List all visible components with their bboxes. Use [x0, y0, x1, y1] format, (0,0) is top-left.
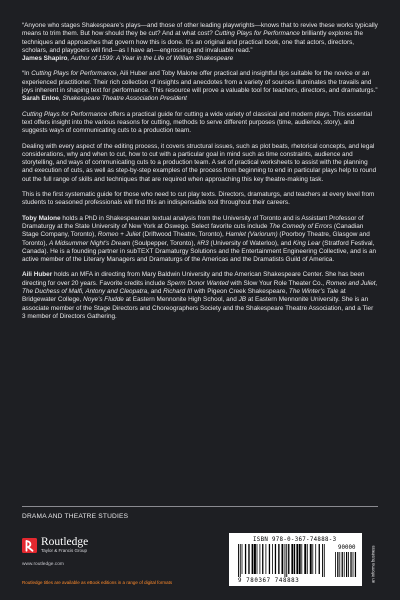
- informa-vertical-text: [369, 536, 377, 584]
- author-name: Aili Huber: [22, 271, 53, 279]
- publisher-website: www.routledge.com: [22, 562, 64, 567]
- isbn-text: ISBN 978-0-367-74888-3: [253, 537, 337, 543]
- description-paragraph: Cutting Plays for Performance offers a practical guide for cutting a wide variety of classical and modern plays. This essential text offers insight into the various reasons for cutting, methods to serve different purposes (time, audience, story), and suggests ways of communicating cuts to a production team.: [22, 110, 373, 135]
- divider: [22, 506, 378, 507]
- blurb-shapiro: [22, 22, 378, 63]
- author-bio-huber: [22, 271, 378, 321]
- ean-barcode: [234, 544, 334, 577]
- author-bio-malone: [22, 215, 378, 265]
- ebook-note: Routledge titles are available as eBook editions in a range of digital formats: [22, 580, 173, 585]
- blurb-attribution: [22, 95, 187, 102]
- price-code: 90000: [338, 545, 356, 551]
- subject-category: DRAMA AND THEATRE STUDIES: [22, 513, 129, 520]
- blurb-quote: “Anyone who stages Shakespeare’s plays—and those of other leading playwrights—knows that to revive these works typically means to trim them. But how should they be cut? And at what cost? Cutting Plays for Performance brilliantly explores the techniques and approaches that govern how this is done. It’s an original and practical book, one that actors, directors, scholars, and playgoers will find—as I have an—engrossing and invaluable read.”: [22, 22, 378, 54]
- description-paragraph: Dealing with every aspect of the editing process, it covers structural issues, such as plot beats, rhetorical concepts, and legal considerations, why and when to cut, how to cut with a particular goal in mind such as time constraints, audience and storytelling, and ways of communicating cuts to a production team. A set of practical worksheets to assist with the planning and execution of cuts, as well as step-by-step examples of the process from beginning to end in particular plays help to round out the full range of skills and techniques that are required when approaching this key theatre-making task.: [22, 142, 377, 183]
- author-name: Toby Malone: [22, 214, 61, 222]
- blurb-role: , Author of 1599: A Year in the Life of William Shakespeare: [67, 55, 234, 63]
- price-addon-barcode: [334, 552, 358, 577]
- author-bio-text: holds a PhD in Shakespearean textual analysis from the University of Toronto and is Assistant Professor of Dramaturgy at the State University of New York at Oswego. Select favorite cuts include The Comedy of Errors (Canadian Stage Company, Toronto), Romeo + Juliet (Driftwood Theatre, Toronto), Hamlet (Variorum) (Poorboy Theatre, Glasgow and Toronto), A Midsummer Night’s Dream (Soulpepper, Toronto), #R3 (University of Waterloo), and King Lear (Stratford Festival, Canada). He is a founding partner in subTEXT Dramaturgy Solutions and the Entertainment Engineering Collective, and is an active member of the Literary Managers and Dramaturgs of the Americas and the Dramatists Guild of America.: [22, 214, 377, 264]
- blurb-role: , Shakespeare Theatre Association President: [58, 95, 187, 103]
- blurb-name: Sarah Enloe: [22, 95, 59, 103]
- blurb-enloe: [22, 70, 378, 103]
- informa-text: an informa business: [370, 545, 376, 583]
- publisher-wordmark: [41, 537, 88, 554]
- blurb-attribution: [22, 55, 233, 62]
- publisher-subtitle: Taylor & Francis Group: [41, 548, 88, 553]
- publisher-name: Routledge: [41, 536, 89, 548]
- author-bio-text: holds an MFA in directing from Mary Baldwin University and the American Shakespeare Center. She has been directing for over 20 years. Favorite credits include Sperm Donor Wanted with Slow Your Role Theater Co., Romeo and Juliet, The Duchess of Malfi, Antony and Cleopatra, and Richard III with Pigeon Creek Shakespeare, The Winter’s Tale at Bridgewater College, Noye’s Fludde at Eastern Mennonite High School, and JB at Eastern Mennonite University. She is an associate member of the Stage Directors and Choreographers Society and the Shakespeare Theatre Association, and a Tier 3 member of Directors Gathering.: [22, 271, 378, 320]
- blurb-quote: “In Cutting Plays for Performance, Aili Huber and Toby Malone offer practical and insightful tips suitable for the novice or an experienced practitioner. Their rich collection of insights and anecdotes from a variety of sources illuminates the travails and joys inherent in shaping text for performance. This resource will prove a valuable tool for teachers, directors, and dramaturgs.”: [22, 70, 378, 95]
- barcode-digits: 9 780367 748883: [238, 578, 300, 584]
- blurb-name: James Shapiro: [22, 55, 68, 63]
- publisher-logo: [22, 537, 88, 554]
- cover-text: [22, 22, 378, 328]
- routledge-logo-icon: [22, 538, 37, 553]
- description-paragraph: This is the first systematic guide for those who need to cut play texts. Directors, dramaturgs, and teachers at every level from students to seasoned professionals will find this an indispensable tool throughout their careers.: [22, 191, 375, 207]
- barcode-panel: [229, 533, 362, 586]
